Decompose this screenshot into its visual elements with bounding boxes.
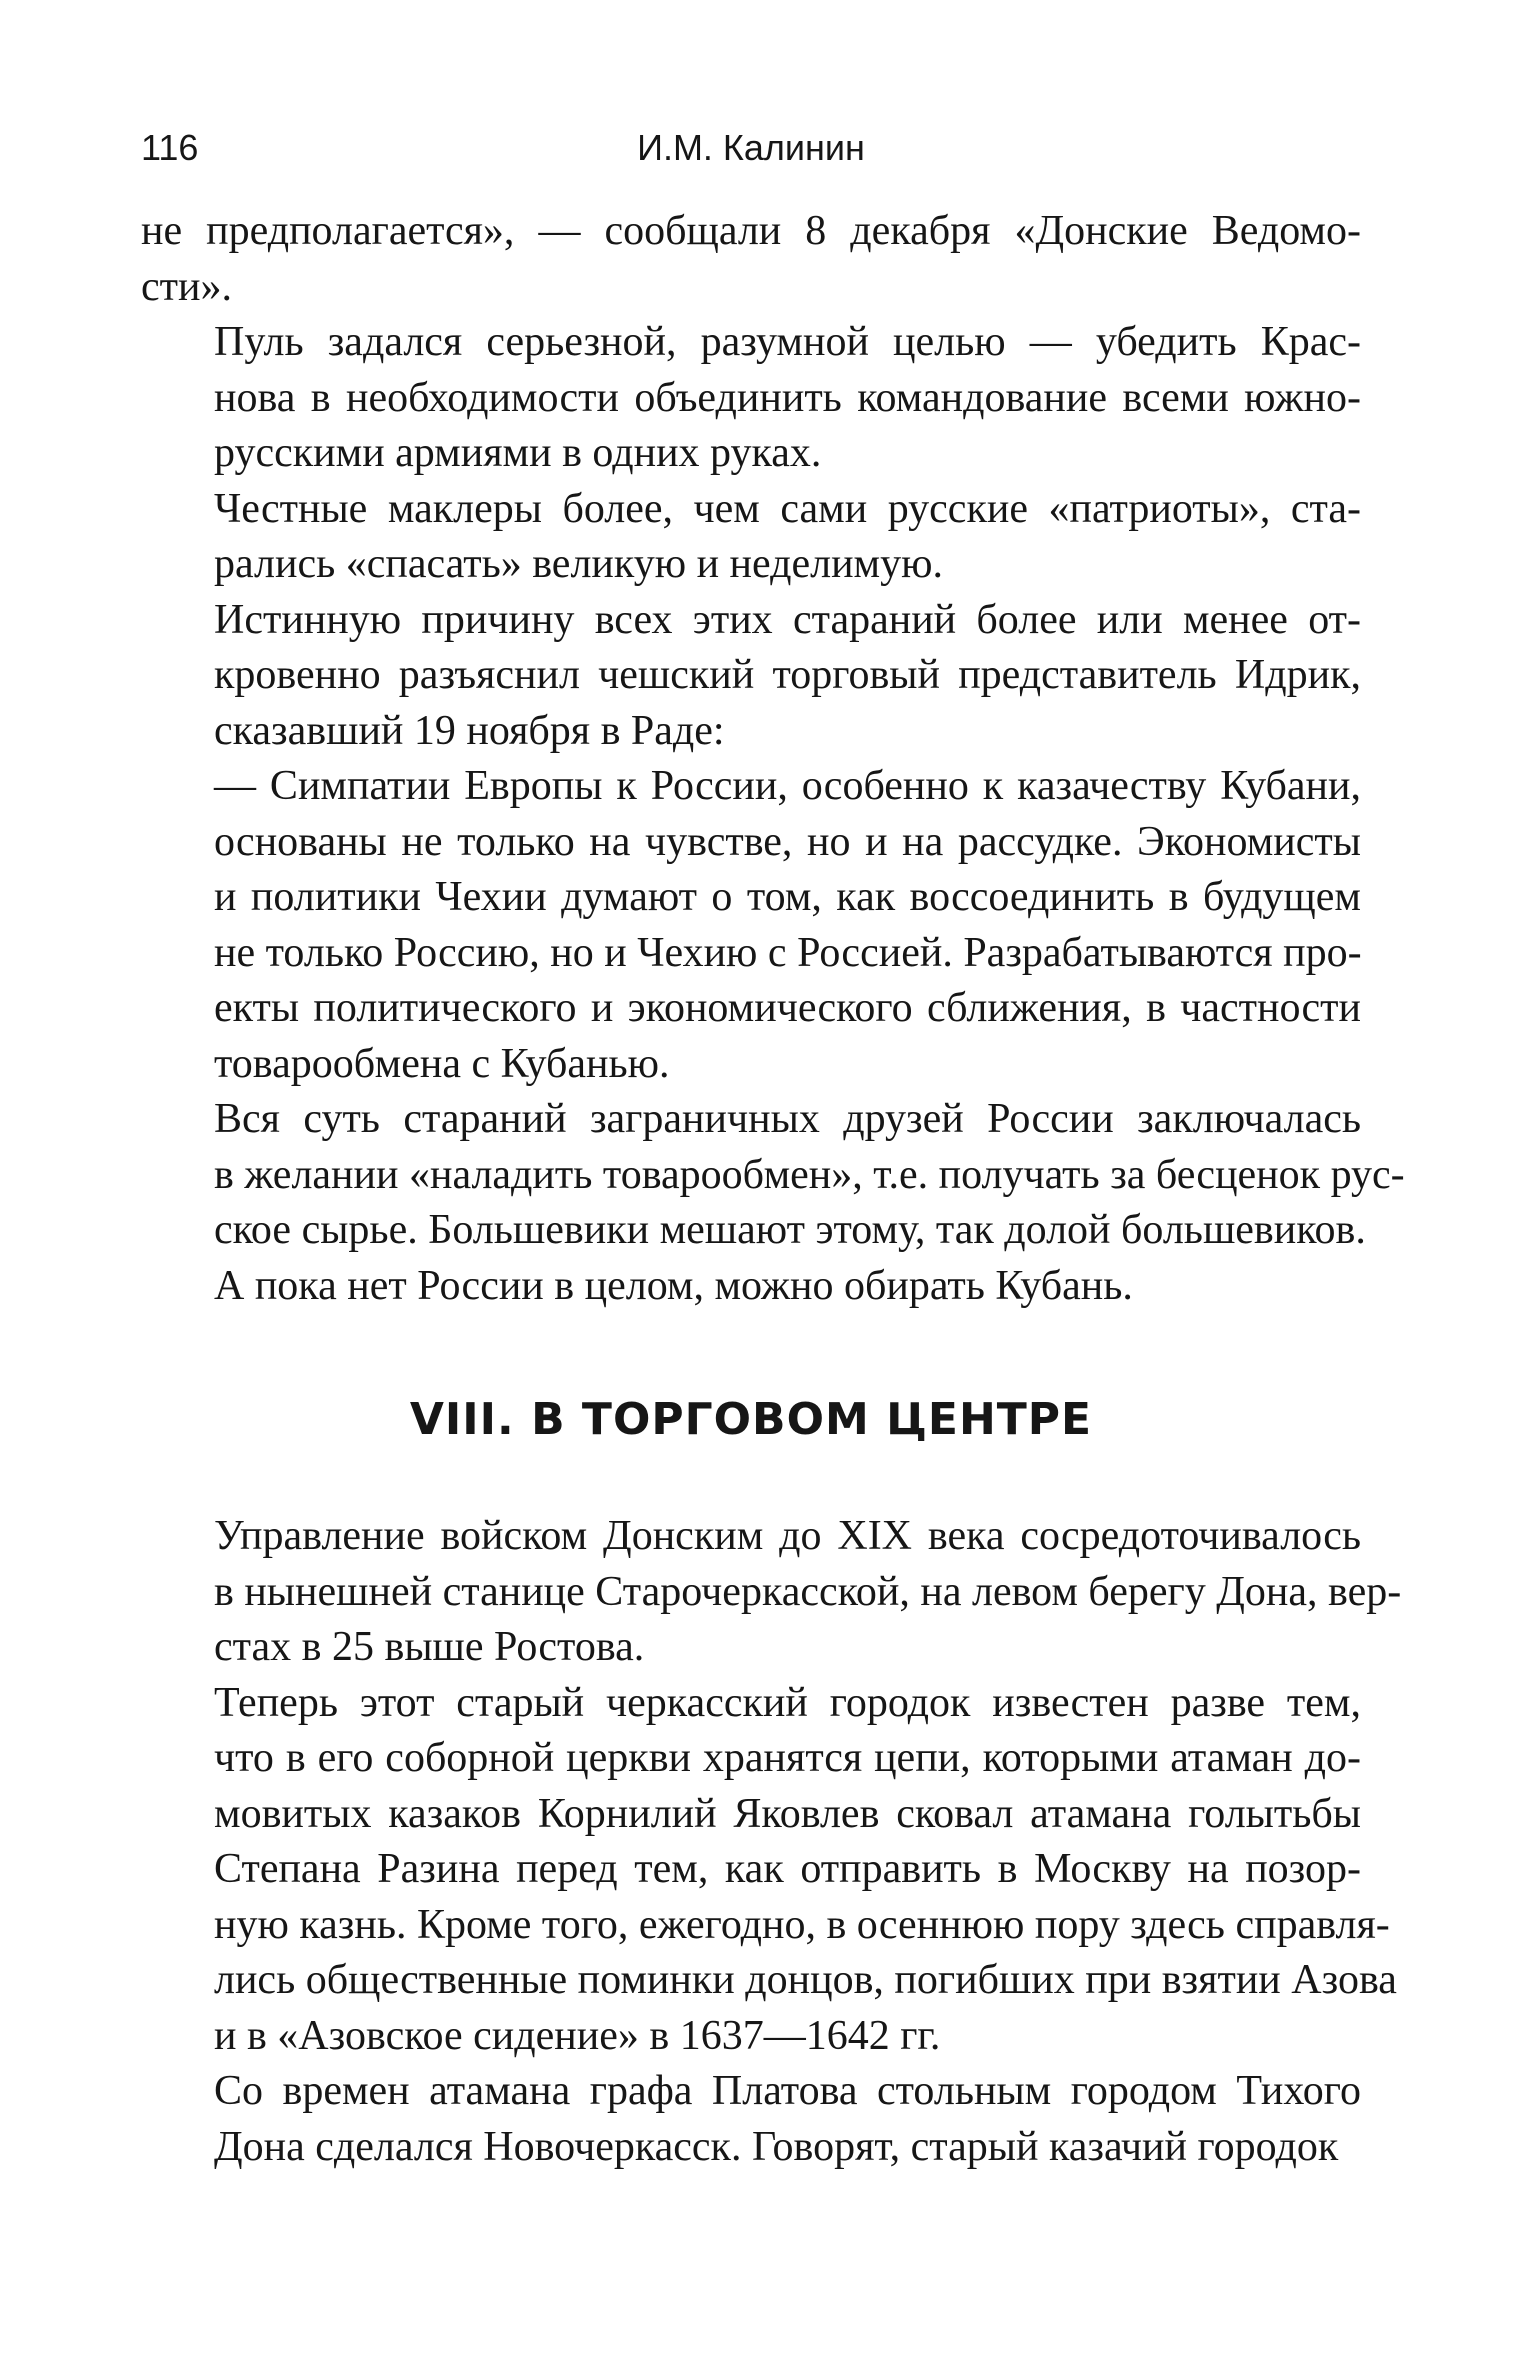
text-line: и в «Азовское сидение» в 1637—1642 гг. xyxy=(214,2012,941,2059)
text-line: А пока нет России в целом, можно обирать Кубань. xyxy=(214,1262,1133,1309)
text-line: основаны не только на чувстве, но и на рассудке. Экономисты xyxy=(214,818,1361,865)
paragraph xyxy=(141,204,1361,315)
chapter-heading: VIII. В ТОРГОВОМ ЦЕНТРЕ xyxy=(409,1394,1093,1445)
text-line: не только Россию, но и Чехию с Россией. Разрабатываются про- xyxy=(214,929,1362,976)
text-line: Вся суть стараний заграничных друзей России заключалась xyxy=(214,1096,1361,1142)
text-line: Честные маклеры более, чем сами русские «патриоты», ста- xyxy=(214,485,1361,532)
paragraph xyxy=(141,1092,1405,1314)
text-line: в нынешней станице Старочеркасской, на левом берегу Дона, вер- xyxy=(214,1568,1402,1615)
text-line: не предполагается», — сообщали 8 декабря «Донские Ведомо- xyxy=(141,208,1361,254)
text-line: русскими армиями в одних руках. xyxy=(214,430,822,476)
running-head xyxy=(141,118,1361,178)
text-line: рались «спасать» великую и неделимую. xyxy=(214,541,944,587)
text-line: Управление войском Донским до XIX века сосредоточивалось xyxy=(214,1513,1361,1559)
paragraph xyxy=(141,315,1361,482)
paragraph xyxy=(141,1676,1397,2065)
text-line: лись общественные поминки донцов, погибших при взятии Азова xyxy=(214,1957,1397,2003)
text-line: и политики Чехии думают о том, как воссоединить в будущем xyxy=(214,874,1361,920)
body-text xyxy=(141,204,1405,2175)
text-line: Степана Разина перед тем, как отправить в Москву на позор- xyxy=(214,1846,1361,1892)
text-line: ную казнь. Кроме того, ежегодно, в осеннюю пору здесь справля- xyxy=(214,1901,1390,1948)
paragraph xyxy=(141,482,1361,593)
text-line: екты политического и экономического сближения, в частности xyxy=(214,985,1361,1031)
text-line: Со времен атамана графа Платова стольным городом Тихого xyxy=(214,2068,1361,2114)
paragraph xyxy=(141,759,1361,1092)
text-line: что в его соборной церкви хранятся цепи, которыми атаман до- xyxy=(214,1735,1361,1781)
text-line: стах в 25 выше Ростова. xyxy=(214,1624,645,1670)
text-line: Теперь этот старый черкасский городок известен разве тем, xyxy=(214,1679,1361,1726)
page-number: 116 xyxy=(141,127,199,168)
text-line: кровенно разъяснил чешский торговый представитель Идрик, xyxy=(214,652,1361,698)
text-line: сказавший 19 ноября в Раде: xyxy=(214,707,725,754)
text-line: нова в необходимости объединить командование всеми южно- xyxy=(214,374,1361,421)
text-line: товарообмена с Кубанью. xyxy=(214,1040,670,1087)
paragraph xyxy=(141,2064,1361,2175)
text-line: Истинную причину всех этих стараний более или менее от- xyxy=(214,596,1361,643)
text-line: в желании «наладить товарообмен», т.е. получать за бесценок рус- xyxy=(214,1151,1405,1198)
text-line: Пуль задался серьезной, разумной целью — убедить Крас- xyxy=(214,319,1361,365)
text-line: Дона сделался Новочеркасск. Говорят, старый казачий городок xyxy=(214,2123,1339,2170)
text-section-after-heading xyxy=(141,1509,1402,2175)
paragraph xyxy=(141,593,1361,760)
text-line: ское сырье. Большевики мешают этому, так долой большевиков. xyxy=(214,1207,1366,1253)
running-head-author: И.М. Калинин xyxy=(637,127,865,168)
text-section-before-heading xyxy=(141,204,1405,1314)
text-line: сти». xyxy=(141,263,232,310)
paragraph xyxy=(141,1509,1402,1676)
text-line: мовитых казаков Корнилий Яковлев сковал атамана голытьбы xyxy=(214,1790,1361,1837)
text-line: — Симпатии Европы к России, особенно к казачеству Кубани, xyxy=(214,763,1361,809)
